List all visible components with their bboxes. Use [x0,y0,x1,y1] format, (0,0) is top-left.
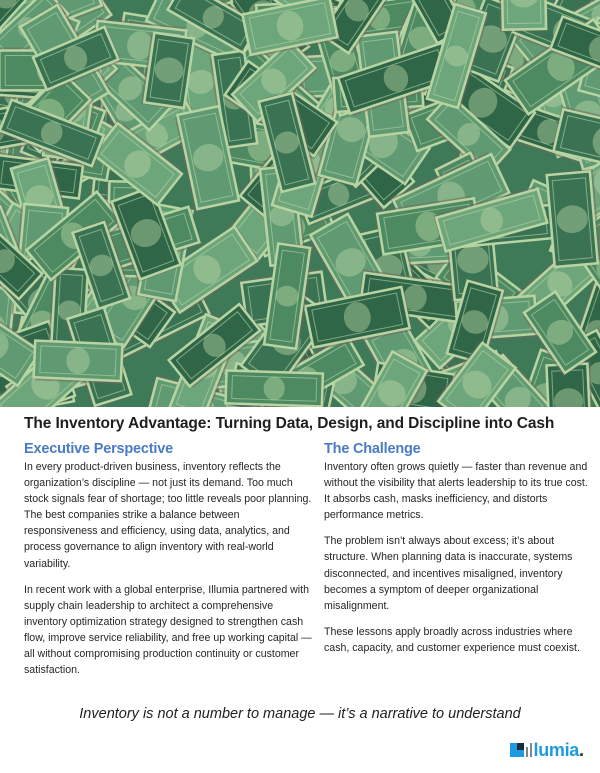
executive-perspective-section [24,441,314,688]
pull-quote: Inventory is not a number to manage — it’s a narrative to understand [79,706,521,722]
logo-wordmark: lumia. [533,740,584,760]
paragraph: The problem isn’t always about excess; it’s about structure. When planning data is inaccurate, systems disconnected, and incentives misaligned, inventory becomes a symptom of deeper organizational misalignment. [324,535,573,612]
paragraph: These lessons apply broadly across industries where cash, capacity, and customer experience must coexist. [324,625,580,654]
dollar-bill [225,370,324,407]
illumia-logo [510,740,584,760]
document-title: The Inventory Advantage: Turning Data, Design, and Discipline into Cash [24,415,555,432]
section-heading-executive-perspective: Executive Perspective [24,441,173,457]
section-heading-the-challenge: The Challenge [324,441,421,457]
paragraph: In recent work with a global enterprise, Illumia partnered with supply chain leadership to architect a comprehensive inventory optimization strategy designed to strengthen cash flow, improve service reliability, and free up working capital — all without compromising production continuity or customer satisfaction. [24,583,312,677]
challenge-section [324,441,592,666]
paragraph: In every product-driven business, inventory reflects the organization’s discipline — not just its demand. Too much stock signals fear of shortage; too little reveals poor planning. The best companies strike a balance between responsiveness and efficiency, using data, analytics, and process governance to align inventory with real-world variability. [24,461,312,570]
dollar-bill [498,0,546,32]
dollar-bill [547,169,600,267]
paragraph: Inventory often grows quietly — faster than revenue and without the visibility that alerts leadership to its true cost. It absorbs cash, masks inefficiency, and distorts performance metrics. [324,461,588,522]
logo-mark-icon [510,743,524,757]
dollar-bill [33,341,124,385]
logo-bars-icon [526,743,532,757]
